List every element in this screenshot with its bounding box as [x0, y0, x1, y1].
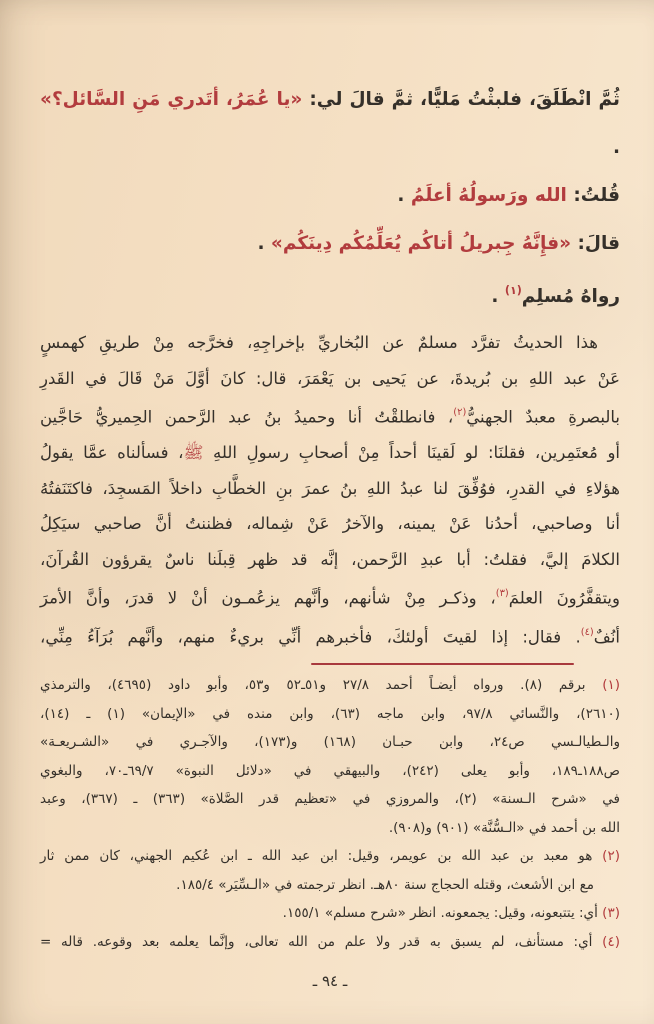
red-text: (٤)	[602, 933, 620, 950]
text-line	[40, 700, 620, 729]
text: الكلامَ إليَّ، فقلتُ: أبا عبدِ الرَّحمن، إنَّه قد ظهر قِبلَنا ناسٌ يقرؤون القُرآنَ،	[40, 549, 620, 569]
red-text: ﷺ	[183, 443, 204, 463]
text-line	[40, 814, 620, 843]
text-line	[40, 728, 620, 757]
text: ، وذكـر مِنْ شأنهم، وأنَّهم يزعُمـون أنْ لا قدرَ، وأنَّ الأمرَ	[40, 588, 496, 608]
text: .	[491, 286, 505, 308]
text-line	[40, 577, 620, 616]
text: . فقال: إذا لقيتَ أولئكَ، فأخبرهم أنِّي بريءٌ منهم، وأنَّهم بُرَآءُ مِنِّي،	[40, 627, 581, 647]
text: ويتقفَّرُونَ العلمَ	[508, 588, 620, 608]
text: قُلتُ:	[566, 185, 620, 206]
footnote-ref: (٤)	[580, 627, 594, 639]
footnotes-section	[40, 671, 620, 956]
text: أنا وصاحبي، أحدُنا عَنْ يمينه، والآخرُ عَنْ شِماله، فظننتُ أنَّ صاحبي سيَكِلُ	[40, 514, 620, 534]
text: .	[612, 137, 620, 158]
footnote-ref: (٣)	[495, 588, 509, 600]
text-line	[40, 76, 620, 172]
text: .	[397, 185, 411, 206]
text-line	[40, 899, 620, 928]
commentary-section	[40, 325, 620, 655]
text-line	[40, 616, 620, 655]
text-line	[40, 871, 620, 900]
text: هؤلاءِ في القدرِ، فوُفِّقَ لنا عبدُ اللهِ بنُ عمرَ بنِ الخطَّابِ داخلاً المَسجِدَ، فاكتَنَفتُهُ	[40, 478, 620, 498]
red-text: «يا عُمَرُ، أتَدري مَنِ السَّائل؟»	[40, 89, 303, 110]
text: قالَ:	[571, 233, 620, 254]
text: أنُفٌ	[593, 627, 620, 647]
text-line	[40, 757, 620, 786]
red-text: (٣)	[602, 905, 620, 922]
text: هو معبد بن عبد الله بن عويمر، وقيل: ابن عبد الله ـ ابن عُكيم الجهني، كان ممن ثار	[40, 848, 603, 865]
text: ص١٨٨ـ١٨٩، وأبو يعلى (٢٤٢)، والبيهقي في «دلائل النبوة» ٦٩/٧ـ٧٠، والبغوي	[40, 762, 620, 779]
red-text: الله ورَسولُهُ أعلَمُ	[410, 185, 567, 206]
hadith-section	[40, 76, 620, 321]
red-text: (٢)	[602, 848, 620, 865]
footnote-separator	[311, 663, 574, 665]
footnote-ref: (١)	[504, 284, 522, 297]
text: أو مُعتَمِرين، فقلنَا: لو لَقينَا أحداً مِنْ أصحابِ رسولِ اللهِ	[203, 443, 620, 463]
text: بالبصرةِ معبدٌ الجهنيُّ	[466, 407, 620, 427]
text: عَنْ عبد اللهِ بن بُريدةَ، عن يَحيى بن يَعْمَرَ، قال: كانَ أوَّلَ مَنْ قَالَ في القَدرِ	[40, 368, 620, 388]
page-number: ـ ٩٤ ـ	[312, 972, 348, 991]
text: أي: يتتبعونه، وقيل: يجمعونه. انظر «شرح مسلم» ١٥٥/١.	[282, 905, 603, 922]
text-line	[40, 542, 620, 578]
text-line	[40, 506, 620, 542]
red-text: (١)	[602, 677, 621, 694]
text-line	[40, 435, 620, 471]
text: ثُمَّ انْطَلَقَ، فلبثْتُ مَليًّا، ثمَّ قالَ لي:	[302, 89, 620, 110]
text-line	[40, 325, 620, 361]
text-line	[40, 842, 620, 871]
text-line	[40, 396, 620, 435]
text: في «شرح الـسنة» (٢)، والمروزي في «تعظيم قدر الصَّلاة» (٣٦٣) ـ (٣٦٧)، وعبد	[40, 791, 620, 808]
red-text: «فإِنَّهُ جِبريلُ أتاكُم يُعَلِّمُكُم دِينَكُم»	[270, 233, 572, 254]
text: (٢٦١٠)، والنَّسائي ٩٧/٨، وابن ماجه (٦٣)، وابن منده في «الإيمان» (١) ـ (١٤)،	[40, 705, 620, 722]
text-line	[40, 671, 620, 700]
text-line	[40, 172, 620, 220]
text-line	[40, 361, 620, 397]
text-line	[40, 785, 620, 814]
text: ، فانطلقْتُ أنا وحميدُ بنُ عبد الرَّحمن الحِميريُّ حَاجَّين	[40, 407, 454, 427]
text: رواهُ مُسلِم	[521, 286, 620, 308]
text-line	[40, 928, 620, 957]
text: هذا الحديثُ تفرَّد مسلمٌ عن البُخاريِّ بإخراجِهِ، فخرَّجه مِنْ طريقِ كهمسٍ	[40, 333, 598, 353]
text: أي: مستأنف، لم يسبق به قدر ولا علم من الله تعالى، وإنَّما يعلمه بعد وقوعه. قاله =	[40, 933, 603, 950]
text: الله بن أحمد في «الـسُّنَّة» (٩٠١) و(٩٠٨).	[388, 819, 620, 836]
text: مع ابن الأشعث، وقتله الحجاج سنة ٨٠هـ. انظر ترجمته في «الـسِّيَر» ١٨٥/٤.	[176, 876, 594, 893]
text: والـطيالـسي ص٢٤، وابن حبـان (١٦٨) و(١٧٣)، والآجـري في «الشـريعـة»	[40, 734, 621, 751]
text: .	[257, 233, 271, 254]
text-line	[40, 471, 620, 507]
text-line	[40, 220, 620, 268]
text: برقم (٨). ورواه أيضـاً أحمد ٢٧/٨ و٥١ـ٥٢ و٥٣، وأبو داود (٤٦٩٥)، والترمذي	[40, 677, 603, 694]
text: ، فسألناه عمَّا يقولُ	[40, 443, 184, 463]
footnote-ref: (٢)	[453, 407, 467, 419]
text-line	[40, 268, 620, 321]
